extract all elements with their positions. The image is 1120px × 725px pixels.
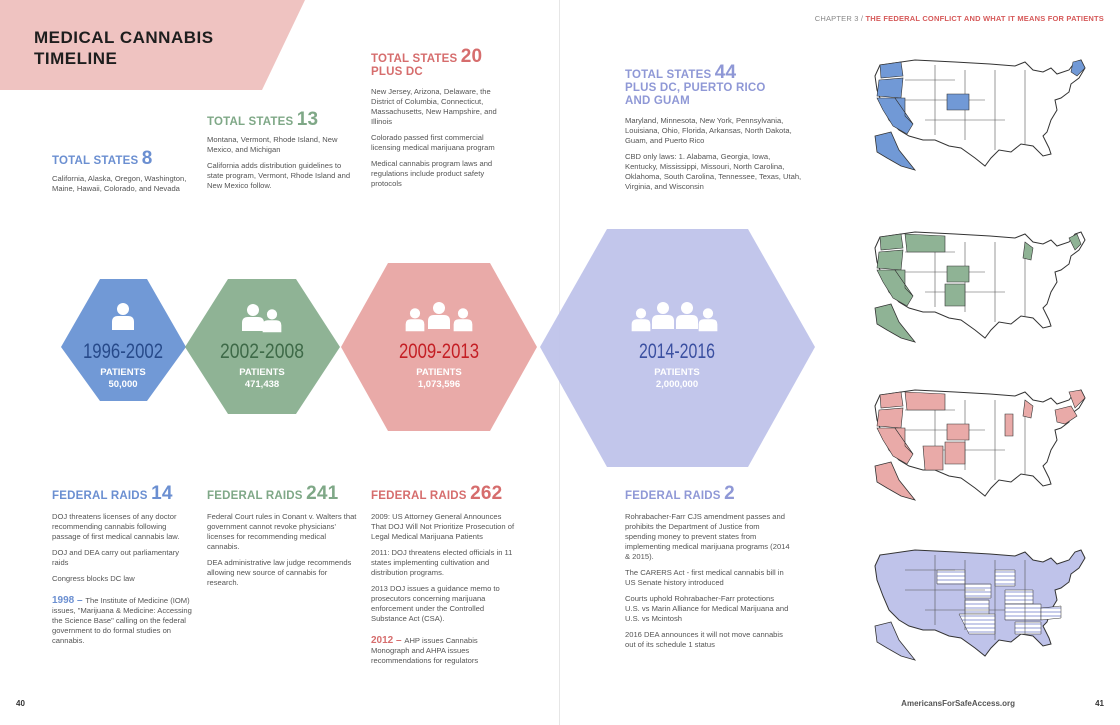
title-line-1: MEDICAL CANNABIS [34,28,214,47]
timeline-hexagons [0,220,830,470]
raids-text: Rohrabacher-Farr CJS amendment passes and prohibits the Department of Justice from spending money to prevent states from implementing medical marijuana programs (2014 & 2015). [625,512,790,561]
hex-period: 1996-2002 [83,340,163,363]
raids-heading: FEDERAL RAIDS 262 [371,483,503,504]
raids-heading: FEDERAL RAIDS 241 [207,483,339,504]
states-total-number: 8 [141,148,153,169]
states-text: CBD only laws: 1. Alabama, Georgia, Iowa, Kentucky, Mississippi, Missouri, North Carolina, Oklahoma, South Carolina, Tennessee, Texas, Utah, Virginia, and Wisconsin [625,152,802,191]
states-total-sub: PLUS DC [371,66,423,78]
states-text: New Jersey, Arizona, Delaware, the District of Columbia, Connecticut, Massachusetts, New Hampshire, and Illinois [371,87,497,126]
states-total-number: 44 [714,62,737,83]
hex-patients-value: 2,000,000 [655,379,699,390]
raids-heading: FEDERAL RAIDS 2 [625,483,735,504]
page-title [34,27,254,69]
raids-text: Federal Court rules in Conant v. Walters that government cannot revoke physicians' licenses for recommending medical cannabis. [207,512,357,551]
raids-block-1 [52,483,192,652]
states-total-sub: PLUS DC, PUERTO RICO [625,82,766,94]
states-block-3 [371,46,511,195]
us-map-1996-2002 [875,60,1085,170]
states-total-heading: TOTAL STATES 44 [625,62,737,83]
chapter-header [815,14,1104,23]
hex-patients-label: PATIENTS [416,367,462,378]
footer-url[interactable]: AmericansForSafeAccess.org [901,699,1015,708]
hex-patients-label: PATIENTS [239,367,285,378]
chapter-title: THE FEDERAL CONFLICT AND WHAT IT MEANS FOR PATIENTS [865,14,1104,23]
states-total-sub: AND GUAM [625,95,690,107]
page-number-right: 41 [1095,699,1104,708]
raids-heading: FEDERAL RAIDS 14 [52,483,173,504]
raids-text: Congress blocks DC law [52,574,135,583]
states-total-heading: TOTAL STATES 8 [52,148,153,169]
hex-period: 2014-2016 [639,340,715,363]
raids-number: 262 [470,483,503,504]
raids-text: 2009: US Attorney General Announces That DOJ Will Not Prioritize Prosecution of Legal Medical Marijuana Patients [371,512,515,541]
hex-period: 2002-2008 [220,340,304,363]
raids-block-4 [625,483,790,656]
hex-patients-label: PATIENTS [100,367,146,378]
chapter-prefix: CHAPTER 3 / [814,14,866,23]
states-text: Medical cannabis program laws and regulations include product safety protocols [371,159,493,188]
raids-text: 2016 DEA announces it will not move cannabis out of its schedule 1 status [625,630,783,649]
raids-text: 2013 DOJ issues a guidance memo to prosecutors concerning marijuana enforcement under the Controlled Substance Act (CSA). [371,584,500,623]
raids-number: 14 [151,483,173,504]
raids-block-2 [207,483,357,594]
hex-patients-value: 1,073,596 [417,379,461,390]
raids-number: 241 [306,483,339,504]
us-maps [865,40,1105,680]
states-block-2 [207,109,357,197]
raids-text: DEA administrative law judge recommends allowing new source of cannabis for research. [207,558,352,587]
raids-note: 1998 – The Institute of Medicine (IOM) issues, "Marijuana & Medicine: Accessing the Science Base" calling on the federal government to do formal studies on cannabis. [52,595,192,645]
us-map-2014-2016 [875,550,1085,660]
hex-period: 2009-2013 [399,340,479,363]
states-total-heading: TOTAL STATES 20 [371,46,483,67]
hex-patients-value: 471,438 [244,379,280,390]
states-total-number: 13 [296,109,319,130]
hex-patients-value: 50,000 [108,379,138,390]
raids-text: Courts uphold Rohrabacher-Farr protections U.S. vs Marin Alliance for Medical Marijuana and U.S. vs Mcintosh [625,594,789,623]
us-map-2002-2008 [875,232,1085,342]
raids-block-3 [371,483,516,672]
states-block-4 [625,62,805,198]
raids-text: The CARERS Act - first medical cannabis bill in US Senate history introduced [625,568,784,587]
raids-text: DOJ threatens licenses of any doctor recommending cannabis following passage of first medical cannabis law. [52,512,180,541]
states-text: California adds distribution guidelines to state program, Vermont, Rhode Island and New Mexico follow. [207,161,351,190]
states-total-heading: TOTAL STATES 13 [207,109,319,130]
raids-text: DOJ and DEA carry out parliamentary raids [52,548,180,567]
hex-patients-label: PATIENTS [654,367,700,378]
title-line-2: TIMELINE [34,49,118,68]
raids-number: 2 [724,483,735,504]
states-text: Montana, Vermont, Rhode Island, New Mexico, and Michigan [207,135,338,154]
states-text: California, Alaska, Oregon, Washington, Maine, Hawaii, Colorado, and Nevada [52,174,187,193]
raids-note: 2012 – AHP issues Cannabis Monograph and AHPA issues recommendations for regulators [371,635,479,665]
us-map-2009-2013 [875,390,1085,500]
page-number-left: 40 [16,699,25,708]
states-block-1 [52,148,197,200]
states-text: Maryland, Minnesota, New York, Pennsylvania, Louisiana, Ohio, Florida, Arkansas, North Dakota, Guam, and Puerto Rico [625,116,792,145]
raids-text: 2011: DOJ threatens elected officials in 11 states implementing cultivation and distribution programs. [371,548,513,577]
states-total-number: 20 [460,46,483,67]
states-text: Colorado passed first commercial licensing medical marijuana program [371,133,495,152]
